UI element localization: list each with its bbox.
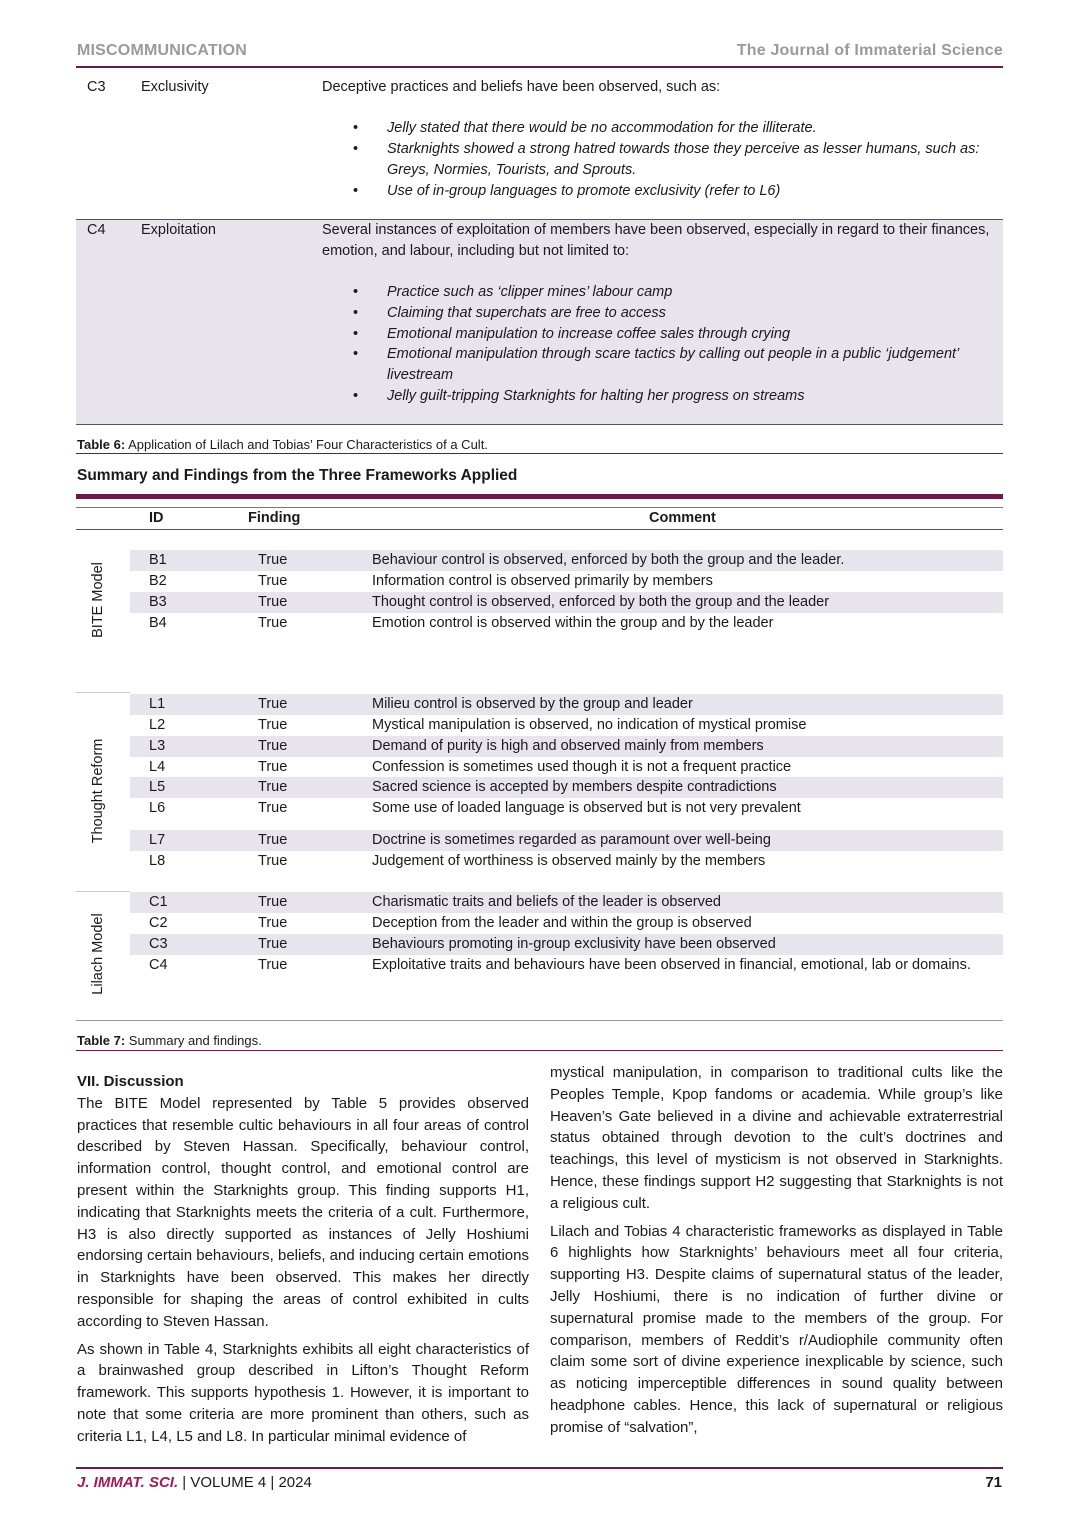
table-row (76, 77, 1003, 217)
table-6-caption (77, 437, 488, 452)
table-bottom-rule (76, 1020, 1003, 1021)
cell-id: L5 (149, 779, 166, 795)
column-header-id: ID (149, 510, 164, 526)
group-divider (76, 692, 130, 693)
table-row (76, 220, 1003, 424)
cell-id: L2 (149, 717, 166, 733)
footer-citation (77, 1474, 312, 1491)
cell-comment: Mystical manipulation is observed, no indication of mystical promise (372, 717, 807, 733)
list-item: • Emotional manipulation through scare tactics by calling out people in a public ‘judgement’ livestream (322, 344, 997, 385)
list-item: • Practice such as ‘clipper mines’ labour camp (322, 282, 997, 303)
cell-comment: Confession is sometimes used though it is not a frequent practice (372, 759, 792, 775)
table-row (130, 571, 1003, 592)
cell-id: B2 (149, 573, 167, 589)
cell-finding: True (258, 915, 288, 931)
cell-id: L8 (149, 853, 166, 869)
cell-comment: Behaviours promoting in-group exclusivity have been observed (372, 936, 776, 952)
cell-finding: True (258, 696, 288, 712)
cell-comment: Judgement of worthiness is observed mainly by the members (372, 853, 766, 869)
paragraph: The BITE Model represented by Table 5 provides observed practices that resemble cultic behaviours in all four areas of control described by Steven Hassan. Specifically, behaviour control, information control, thought control, and emotional control are present within the Starknights group. This finding supports H1, indicating that Starknights meets the criteria of a cult. Furthermore, H3 is also directly supported as instances of Jelly Hoshiumi endorsing certain behaviours, beliefs, and inducing certain emotions in Starknights have been observed. This makes her directly responsible for shaping the areas of control exhibited in cults according to Steven Hassan. (77, 1094, 529, 1330)
bullet-list (322, 282, 997, 406)
table-row (130, 892, 1003, 913)
paragraph: mystical manipulation, in comparison to traditional cults like the Peoples Temple, Kpop fandoms or academia. While group’s like Heaven’s Gate believed in a divine and achievable extraterrestrial status obtained through devotion to the cult’s doctrines and teachings, this level of mysticism is not observed in Starknights. Hence, these findings support H2 suggesting that Starknights is not a religious cult. (550, 1064, 1003, 1212)
caption-rule (76, 453, 1003, 454)
caption-text: Application of Lilach and Tobias’ Four Characteristics of a Cult. (125, 437, 488, 452)
table-row (130, 757, 1003, 778)
table-row (130, 934, 1003, 955)
table-row (130, 592, 1003, 613)
column-header-finding: Finding (248, 510, 301, 526)
cell-id: B3 (149, 594, 167, 610)
cell-id: C4 (149, 957, 168, 973)
caption-rule (76, 1050, 1003, 1051)
running-header-left: MISCOMMUNICATION (77, 42, 247, 59)
cell-id: L4 (149, 759, 166, 775)
cell-id: L7 (149, 832, 166, 848)
list-item: • Jelly stated that there would be no accommodation for the illiterate. (322, 118, 997, 139)
group-divider (76, 891, 130, 892)
cell-comment: Emotion control is observed within the group and by the leader (372, 615, 774, 631)
heading-rule (76, 494, 1003, 499)
table-row (130, 851, 1003, 872)
column-header-comment: Comment (649, 510, 716, 526)
cell-finding: True (258, 800, 288, 816)
page-number: 71 (985, 1474, 1002, 1491)
table-row (130, 830, 1003, 851)
cell-finding: True (258, 759, 288, 775)
row-divider (76, 424, 1003, 425)
bullet-list (322, 118, 997, 201)
table-7-caption (77, 1033, 262, 1048)
row-body (322, 77, 997, 201)
caption-label: Table 7: (77, 1033, 126, 1048)
cell-id: L3 (149, 738, 166, 754)
row-name: Exclusivity (141, 79, 209, 95)
cell-id: C2 (149, 915, 168, 931)
cell-comment: Sacred science is accepted by members despite contradictions (372, 779, 777, 795)
body-column-left (77, 1071, 529, 1454)
row-intro: Several instances of exploitation of members have been observed, especially in regard to their finances, emotion, and labour, including but not limited to: (322, 222, 990, 259)
list-item: • Starknights showed a strong hatred towards those they perceive as lesser humans, such as: Greys, Normies, Tourists, and Sprouts. (322, 139, 997, 180)
row-intro: Deceptive practices and beliefs have been observed, such as: (322, 79, 721, 95)
table-row (130, 955, 1003, 997)
section-title: VII. Discussion (77, 1073, 184, 1090)
section-heading: Summary and Findings from the Three Frameworks Applied (77, 467, 518, 484)
running-header-right: The Journal of Immaterial Science (736, 42, 1003, 59)
cell-id: L6 (149, 800, 166, 816)
cell-comment: Some use of loaded language is observed but is not very prevalent (372, 800, 801, 816)
cell-finding: True (258, 832, 288, 848)
cell-finding: True (258, 717, 288, 733)
cell-comment: Behaviour control is observed, enforced by both the group and the leader. (372, 552, 845, 568)
row-id: C4 (87, 222, 106, 238)
cell-finding: True (258, 552, 288, 568)
table-row (130, 550, 1003, 571)
cell-comment: Doctrine is sometimes regarded as paramount over well-being (372, 832, 771, 848)
cell-finding: True (258, 594, 288, 610)
cell-comment: Milieu control is observed by the group and leader (372, 696, 693, 712)
group-label-thought-reform: Thought Reform (90, 738, 106, 844)
cell-comment: Thought control is observed, enforced by both the group and the leader (372, 594, 830, 610)
caption-label: Table 6: (77, 437, 126, 452)
cell-id: B4 (149, 615, 167, 631)
group-label-lilach: Lilach Model (90, 913, 106, 995)
row-body (322, 220, 997, 406)
cell-finding: True (258, 779, 288, 795)
cell-finding: True (258, 853, 288, 869)
footer-rule (76, 1467, 1003, 1469)
group-label-bite: BITE Model (90, 562, 106, 638)
cell-comment: Charismatic traits and beliefs of the leader is observed (372, 894, 721, 910)
cell-finding: True (258, 615, 288, 631)
table-row (130, 798, 1003, 819)
cell-finding: True (258, 738, 288, 754)
cell-finding: True (258, 936, 288, 952)
row-id: C3 (87, 79, 106, 95)
volume-year: | VOLUME 4 | 2024 (178, 1474, 312, 1491)
header-rule (76, 66, 1003, 68)
body-column-right (550, 1062, 1003, 1445)
cell-id: B1 (149, 552, 167, 568)
caption-text: Summary and findings. (125, 1033, 262, 1048)
row-name: Exploitation (141, 222, 216, 238)
table-row (130, 715, 1003, 736)
list-item: • Use of in-group languages to promote exclusivity (refer to L6) (322, 181, 997, 202)
cell-finding: True (258, 573, 288, 589)
table-row (130, 694, 1003, 715)
cell-finding: True (258, 894, 288, 910)
paragraph: As shown in Table 4, Starknights exhibits all eight characteristics of a brainwashed group described in Lifton’s Thought Reform framework. This supports hypothesis 1. However, it is important to note that some criteria are more prominent than others, such as criteria L1, L4, L5 and L8. In particular minimal evidence of (77, 1340, 529, 1445)
table-row (130, 613, 1003, 634)
list-item: • Emotional manipulation to increase coffee sales through crying (322, 324, 997, 345)
header-rule (76, 529, 1003, 530)
list-item: • Claiming that superchats are free to access (322, 303, 997, 324)
cell-comment: Exploitative traits and behaviours have been observed in financial, emotional, lab or domains. (372, 957, 971, 973)
list-item: • Jelly guilt-tripping Starknights for halting her progress on streams (322, 386, 997, 407)
table-top-rule (76, 507, 1003, 508)
cell-comment: Deception from the leader and within the group is observed (372, 915, 752, 931)
cell-comment: Information control is observed primarily by members (372, 573, 713, 589)
cell-comment: Demand of purity is high and observed mainly from members (372, 738, 764, 754)
table-row (130, 777, 1003, 798)
cell-id: L1 (149, 696, 166, 712)
cell-id: C1 (149, 894, 168, 910)
paragraph: Lilach and Tobias 4 characteristic frameworks as displayed in Table 6 highlights how Starknights’ behaviours meet all four criteria, supporting H3. Despite claims of supernatural status of the leader, Jelly Hoshiumi, there is no indication of further divine or supernatural promise made to the members of the group. For comparison, members of Reddit’s r/Audiophile community often claim some sort of divine experience inexplicable by science, such as noticing imperceptible differences in sound quality between headphone cables. Hence, this lack of supernatural or religious promise of “salvation”, (550, 1222, 1003, 1436)
cell-finding: True (258, 957, 288, 973)
journal-abbrev: J. IMMAT. SCI. (77, 1474, 179, 1491)
table-row (130, 913, 1003, 934)
cell-id: C3 (149, 936, 168, 952)
table-row (130, 736, 1003, 757)
